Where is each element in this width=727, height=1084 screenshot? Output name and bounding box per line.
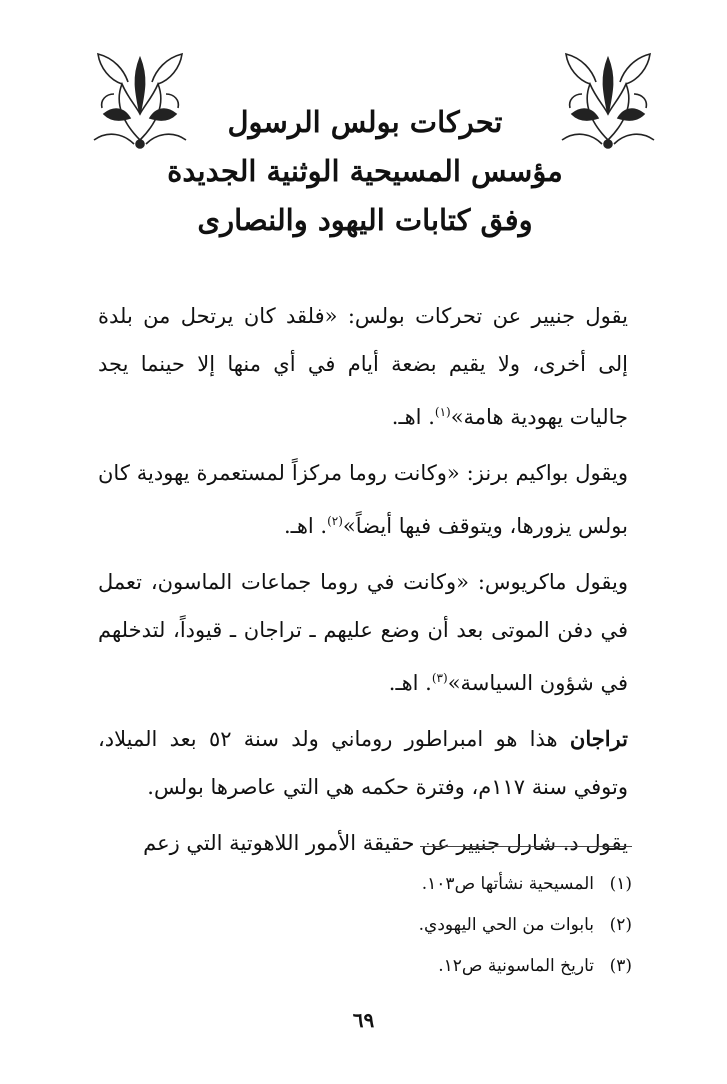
footnote-ref: (١) [434, 405, 451, 419]
footnote-number: (٢) [609, 915, 632, 935]
paragraph [98, 292, 628, 441]
paragraph [98, 558, 628, 707]
footnote-text: بابوات من الحي اليهودي. [418, 915, 594, 935]
title-line-3: وفق كتابات اليهود والنصارى [197, 203, 533, 237]
paragraph-text: يقول د. شارل جنيير عن حقيقة الأمور اللاهوتية التي زعم [143, 831, 628, 855]
paragraph-tail: . اهـ. [388, 671, 432, 695]
footnotes [300, 864, 632, 987]
paragraph-text: يقول جنيير عن تحركات بولس: «فلقد كان يرتحل من بلدة إلى أخرى، ولا يقيم بضعة أيام في أي منها إلا حينما يجد جاليات يهودية هامة» [98, 304, 628, 429]
footnote [300, 946, 632, 987]
paragraph [98, 715, 628, 811]
paragraph-tail: . اهـ. [284, 514, 328, 538]
title-line-1: تحركات بولس الرسول [227, 105, 503, 139]
paragraph-text: ويقول بواكيم برنز: «وكانت روما مركزاً لمستعمرة يهودية كان بولس يزورها، ويتوقف فيها أيضاً» [98, 461, 628, 538]
page-number: ٦٩ [352, 1008, 375, 1032]
footnote [300, 864, 632, 905]
footnote-text: تاريخ الماسونية ص١٢. [438, 956, 594, 976]
footnote-number: (١) [609, 874, 632, 894]
body-text [98, 292, 628, 875]
paragraph-text: هذا هو امبراطور روماني ولد سنة ٥٢ بعد الميلاد، وتوفي سنة ١١٧م، وفترة حكمه هي التي عاصرها بولس. [98, 727, 628, 799]
paragraph [98, 449, 628, 550]
paragraph-lead-word: تراجان [569, 726, 628, 751]
footnote-ref: (٢) [327, 514, 343, 528]
footnote-ref: (٣) [431, 671, 448, 685]
paragraph-tail: . اهـ. [391, 405, 435, 429]
paragraph-text: ويقول ماكريوس: «وكانت في روما جماعات الماسون، تعمل في دفن الموتى بعد أن وضع عليهم ـ تراجان ـ قيوداً، لتدخلهم في شؤون السياسة» [98, 570, 628, 695]
title-line-2: مؤسس المسيحية الوثنية الجديدة [167, 154, 563, 188]
paragraph [98, 819, 628, 867]
footnote-number: (٣) [609, 956, 632, 976]
chapter-title [150, 98, 580, 245]
footnote [300, 905, 632, 946]
footnote-divider [420, 846, 632, 847]
footnote-text: المسيحية نشأتها ص١٠٣. [421, 874, 594, 894]
